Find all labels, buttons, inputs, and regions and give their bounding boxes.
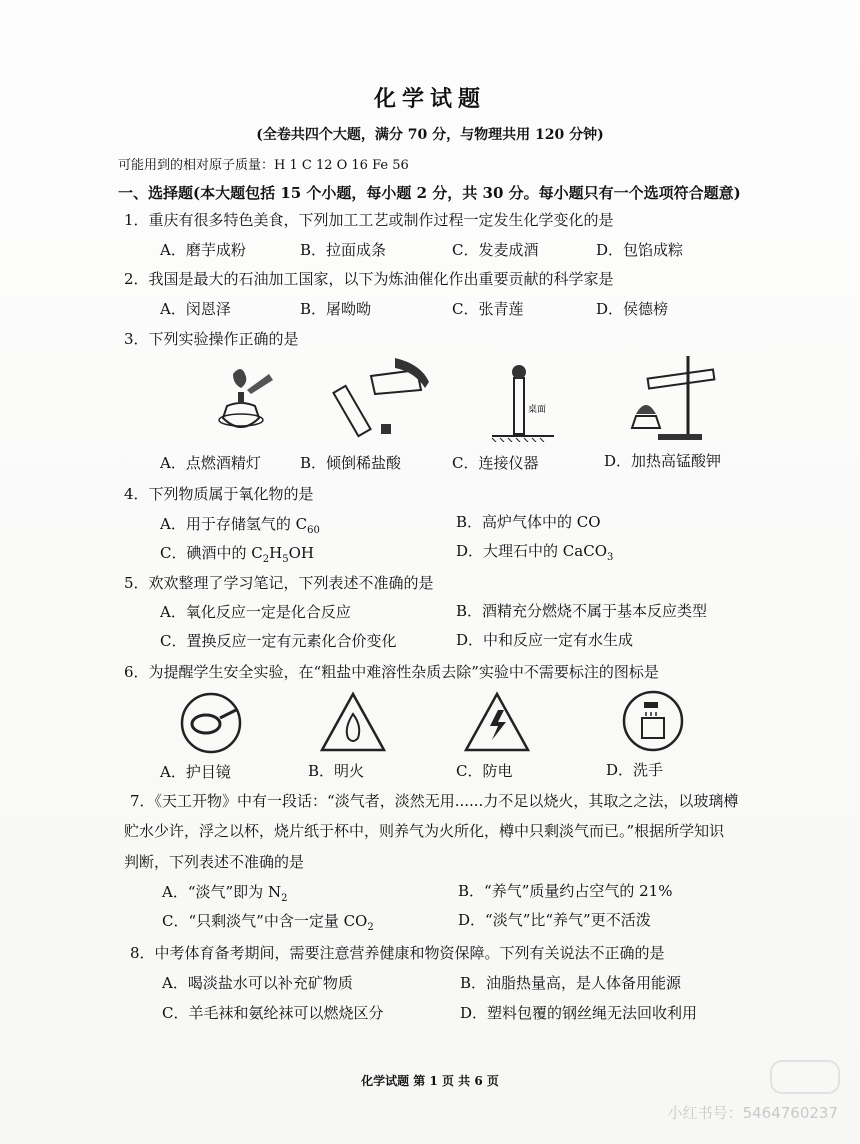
q5-option-b: B．酒精充分燃烧不属于基本反应类型 [456,602,708,620]
q7-option-a: A．“淡气”即为 $N_2$ [162,883,288,904]
q3-stem: 3．下列实验操作正确的是 [124,330,299,348]
connect-apparatus-figure [488,358,558,442]
q3-option-b: B．倾倒稀盐酸 [300,454,402,472]
q1-stem: 1．重庆有很多特色美食，下列加工工艺或制作过程一定发生化学变化的是 [124,211,614,229]
q3-option-c: C．连接仪器 [452,454,539,472]
open-flame-icon [318,690,388,754]
page-title: 化学试题 [373,86,486,112]
alcohol-lamp-figure [205,360,277,440]
q1-option-b: B．拉面成条 [300,241,387,259]
q5-option-d: D．中和反应一定有水生成 [456,631,634,649]
q7-stem-line-3: 判断，下列表述不准确的是 [124,853,305,871]
q5-option-c: C．置换反应一定有元素化合价变化 [160,632,397,650]
pour-acid-figure [325,358,435,442]
q4-option-d: D．大理石中的 CaCO$_3$ [456,542,614,563]
q6-option-b: B．明火 [308,762,365,780]
watermark-logo [770,1060,840,1094]
q1-option-c: C．发麦成酒 [452,241,539,259]
watermark-text: 小红书号：5464760237 [667,1104,838,1122]
q5-stem: 5．欢欢整理了学习笔记，下列表述不准确的是 [124,574,434,592]
q2-option-b: B．屠呦呦 [300,300,372,318]
q7-stem-line-2: 贮水少许，浮之以杯，烧片纸于杯中，则养气为火所化，樽中只剩淡气而已。”根据所学知识 [124,822,725,840]
q8-option-c: C．羊毛袜和氨纶袜可以燃烧区分 [162,1004,384,1022]
q4-option-c: C．碘酒中的 $C_2H_5OH$ [160,544,314,565]
q8-option-a: A．喝淡盐水可以补充矿物质 [162,974,353,992]
q8-option-b: B．油脂热量高，是人体备用能源 [460,974,682,992]
q3-option-d: D．加热高锰酸钾 [604,452,722,470]
q8-stem: 8．中考体育备考期间，需要注意营养健康和物资保障。下列有关说法不正确的是 [130,944,665,962]
q7-stem-line-1: 7．《天工开物》中有一段话：“淡气者，淡然无用......力不足以烧火，其取之之法，以玻璃樽 [130,792,739,810]
q5-option-a: A．氧化反应一定是化合反应 [160,603,351,621]
q7-option-b: B．“养气”质量约占空气的 21% [458,882,673,900]
q4-stem: 4．下列物质属于氧化物的是 [124,485,314,503]
desk-label: 桌面 [528,405,547,415]
q2-option-c: C．张青莲 [452,300,524,318]
q6-option-c: C．防电 [456,762,513,780]
q8-option-d: D．塑料包覆的钢丝绳无法回收利用 [460,1004,698,1022]
q7-option-c: C．“只剩淡气”中含一定量 $CO_2$ [162,912,374,933]
q3-option-a: A．点燃酒精灯 [160,454,261,472]
q6-stem: 6．为提醒学生安全实验，在“粗盐中难溶性杂质去除”实验中不需要标注的图标是 [124,663,659,681]
q4-option-b: B．高炉气体中的 CO [456,513,601,531]
q6-option-a: A．护目镜 [160,763,231,781]
q6-option-d: D．洗手 [606,761,664,779]
goggles-icon [178,690,244,756]
atomic-mass-note: 可能用到的相对原子质量：H 1 C 12 O 16 Fe 56 [118,158,409,173]
q1-option-a: A．磨芋成粉 [160,241,246,259]
q2-stem: 2．我国是最大的石油加工国家，以下为炼油催化作出重要贡献的科学家是 [124,270,614,288]
q7-option-d: D．“淡气”比“养气”更不活泼 [458,911,651,929]
q1-option-d: D．包馅成粽 [596,241,684,259]
page-footer: 化学试题 第 1 页 共 6 页 [361,1074,499,1088]
wash-hands-icon [620,688,686,754]
exam-subtitle: (全卷共四个大题，满分 70 分，与物理共用 120 分钟) [256,127,604,143]
q4-option-a: A．用于存储氢气的 $C_{60}$ [160,515,320,536]
q2-option-d: D．侯德榜 [596,300,669,318]
q2-option-a: A．闵恩泽 [160,300,231,318]
electric-hazard-icon [462,690,532,754]
heating-kmno4-figure [628,352,724,442]
section-1-title: 一、选择题(本大题包括 15 个小题，每小题 2 分，共 30 分。每小题只有一个选项符合题意) [118,184,741,202]
